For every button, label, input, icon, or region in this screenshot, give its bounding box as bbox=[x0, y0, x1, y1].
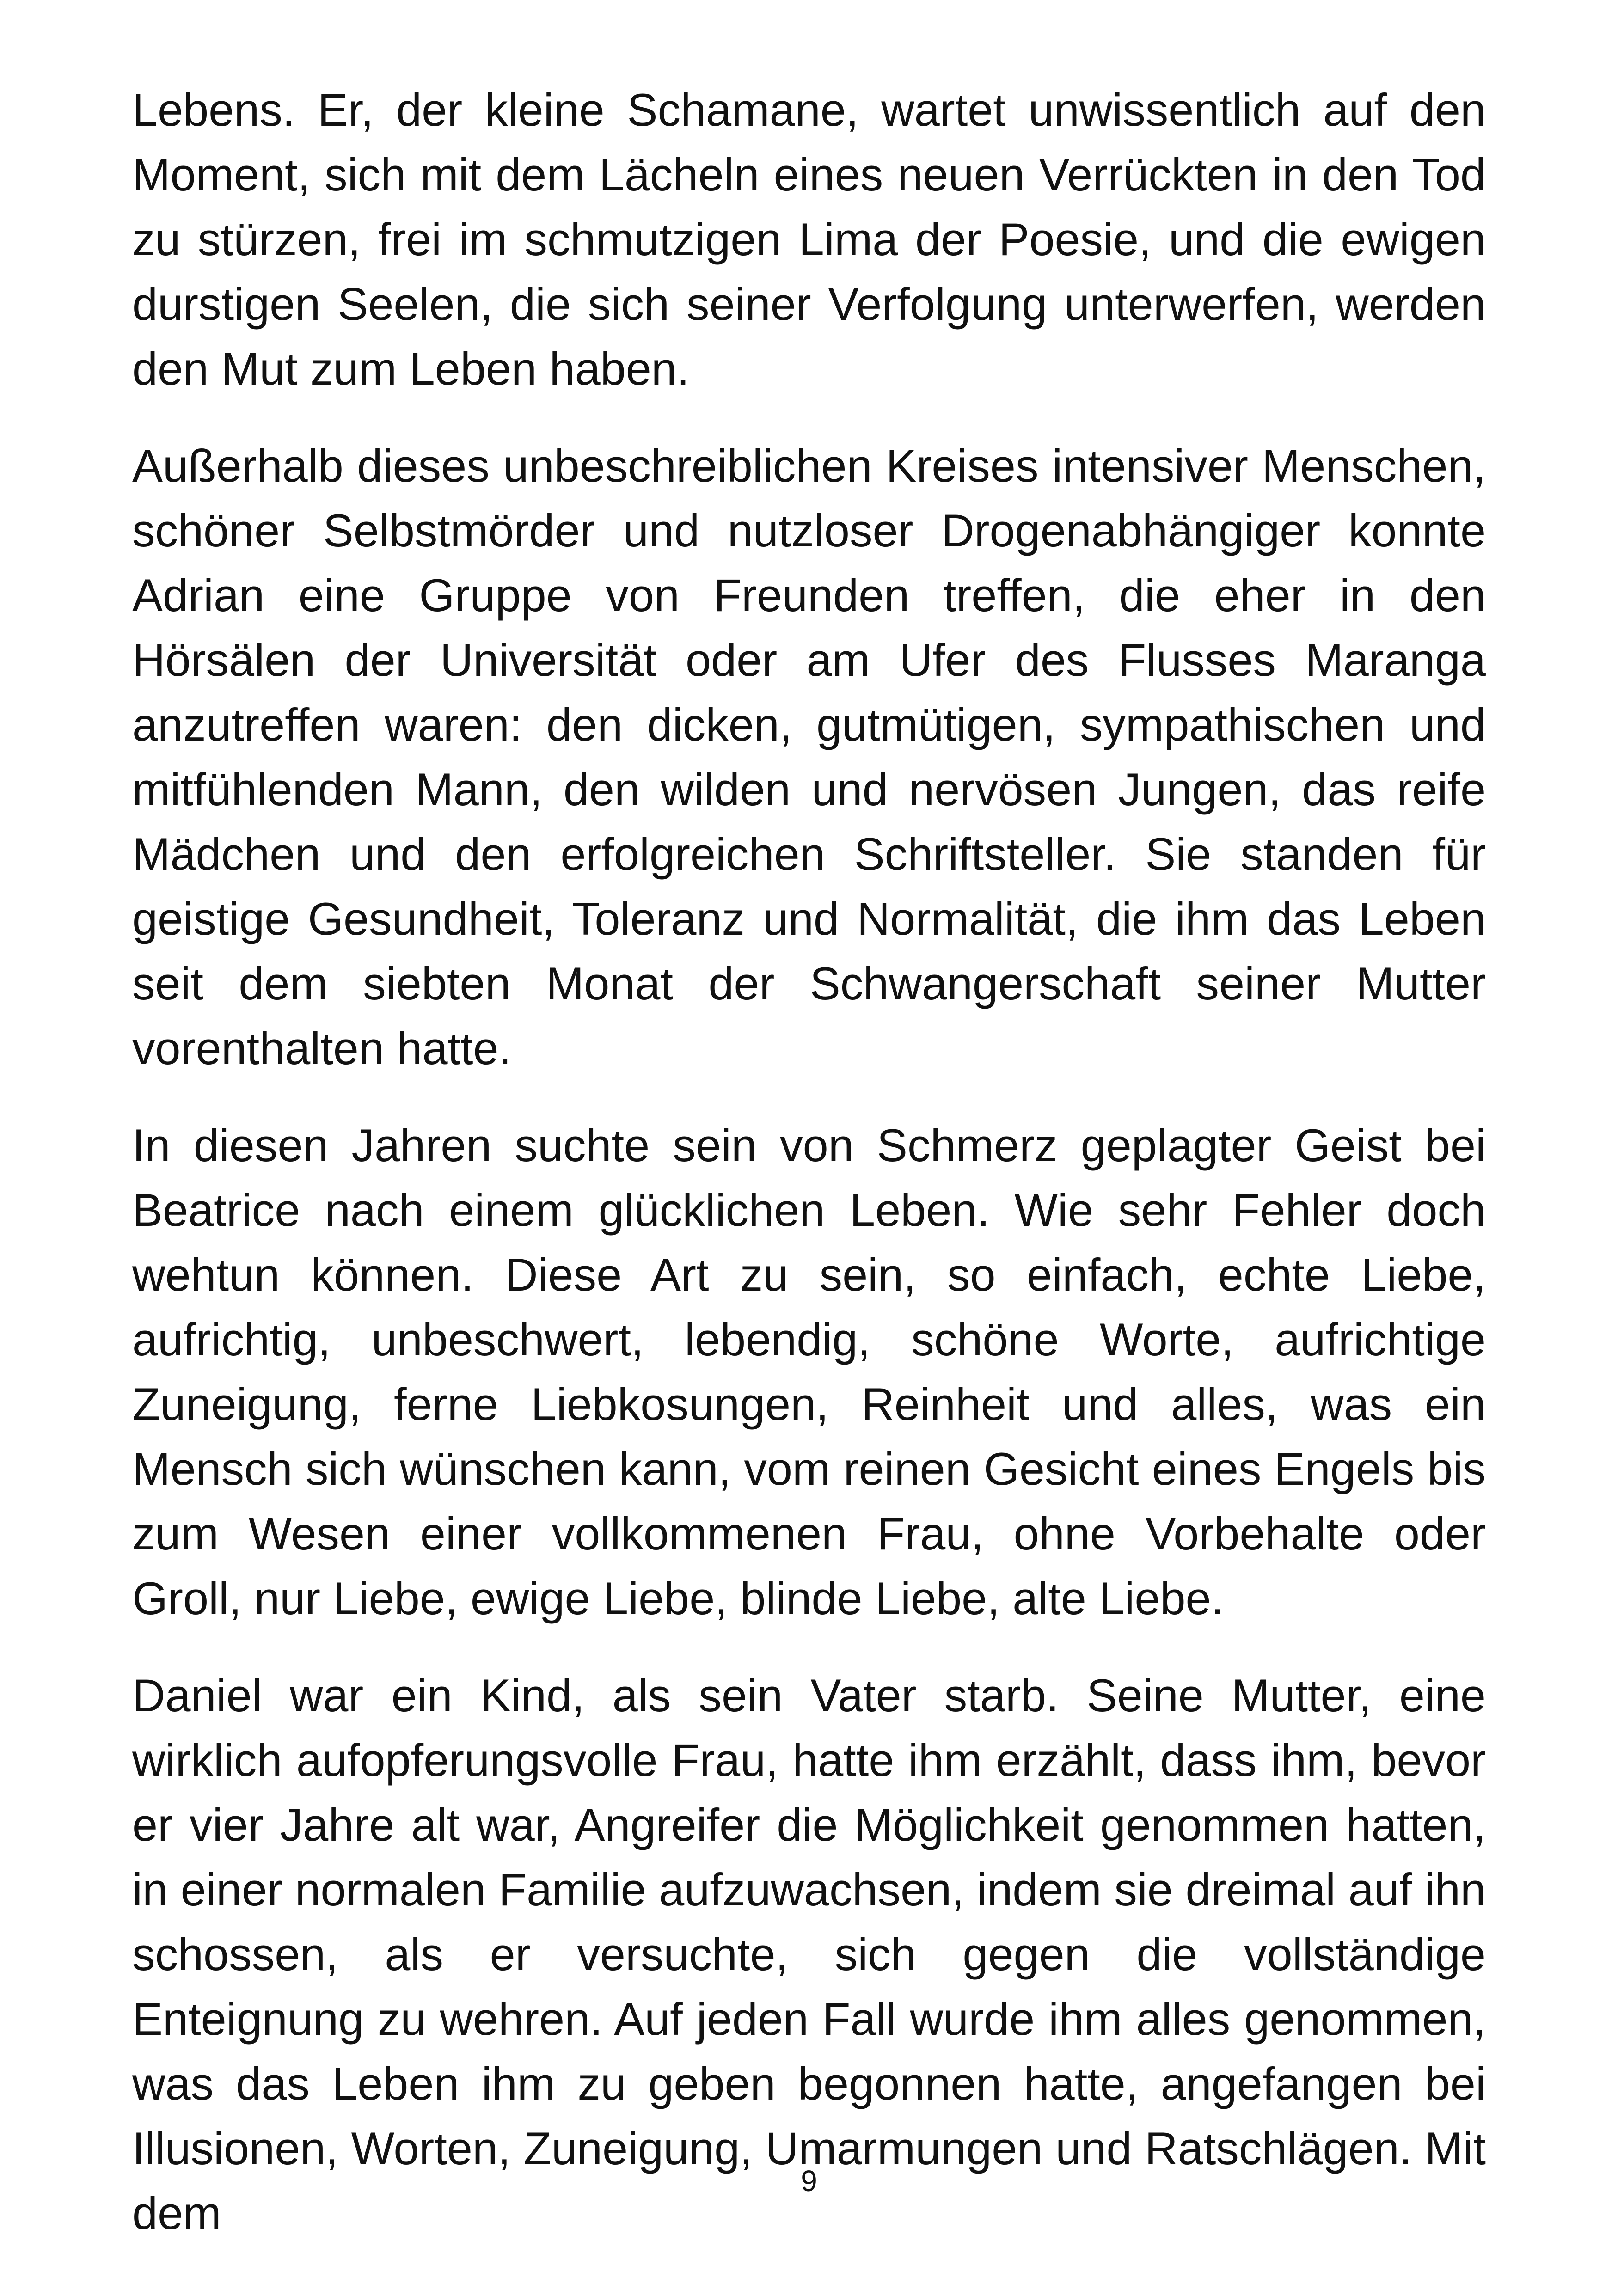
paragraph-2: Außerhalb dieses unbeschreiblichen Kreises intensiver Menschen, schöner Selbstmörder und nutzloser Drogenabhängiger konnte Adrian eine Gruppe von Freunden treffen, die eher in den Hörsälen der Universität oder am Ufer des Flusses Maranga anzutreffen waren: den dicken, gutmütigen, sympathischen und mitfühlenden Mann, den wilden und nervösen Jungen, das reife Mädchen und den erfolgreichen Schriftsteller. Sie standen für geistige Gesundheit, Toleranz und Normalität, die ihm das Leben seit dem siebten Monat der Schwangerschaft seiner Mutter vorenthalten hatte. bbox=[132, 440, 1486, 1074]
body-text bbox=[132, 78, 1486, 2278]
page-number: 9 bbox=[801, 2164, 817, 2198]
paragraph-1: Lebens. Er, der kleine Schamane, wartet unwissentlich auf den Moment, sich mit dem Lächeln eines neuen Verrückten in den Tod zu stürzen, frei im schmutzigen Lima der Poesie, und die ewigen durstigen Seelen, die sich seiner Verfolgung unterwerfen, werden den Mut zum Leben haben. bbox=[132, 84, 1486, 394]
paragraph-4: Daniel war ein Kind, als sein Vater starb. Seine Mutter, eine wirklich aufopferungsvolle Frau, hatte ihm erzählt, dass ihm, bevor er vier Jahre alt war, Angreifer die Möglichkeit genommen hatten, in einer normalen Familie aufzuwachsen, indem sie dreimal auf ihn schossen, als er versuchte, sich gegen die vollständige Enteignung zu wehren. Auf jeden Fall wurde ihm alles genommen, was das Leben ihm zu geben begonnen hatte, angefangen bei Illusionen, Worten, Zuneigung, Umarmungen und Ratschlägen. Mit dem bbox=[132, 1670, 1486, 2239]
paragraph-3: In diesen Jahren suchte sein von Schmerz geplagter Geist bei Beatrice nach einem glücklichen Leben. Wie sehr Fehler doch wehtun können. Diese Art zu sein, so einfach, echte Liebe, aufrichtig, unbeschwert, lebendig, schöne Worte, aufrichtige Zuneigung, ferne Liebkosungen, Reinheit und alles, was ein Mensch sich wünschen kann, vom reinen Gesicht eines Engels bis zum Wesen einer vollkommenen Frau, ohne Vorbehalte oder Groll, nur Liebe, ewige Liebe, blinde Liebe, alte Liebe. bbox=[132, 1120, 1486, 1624]
